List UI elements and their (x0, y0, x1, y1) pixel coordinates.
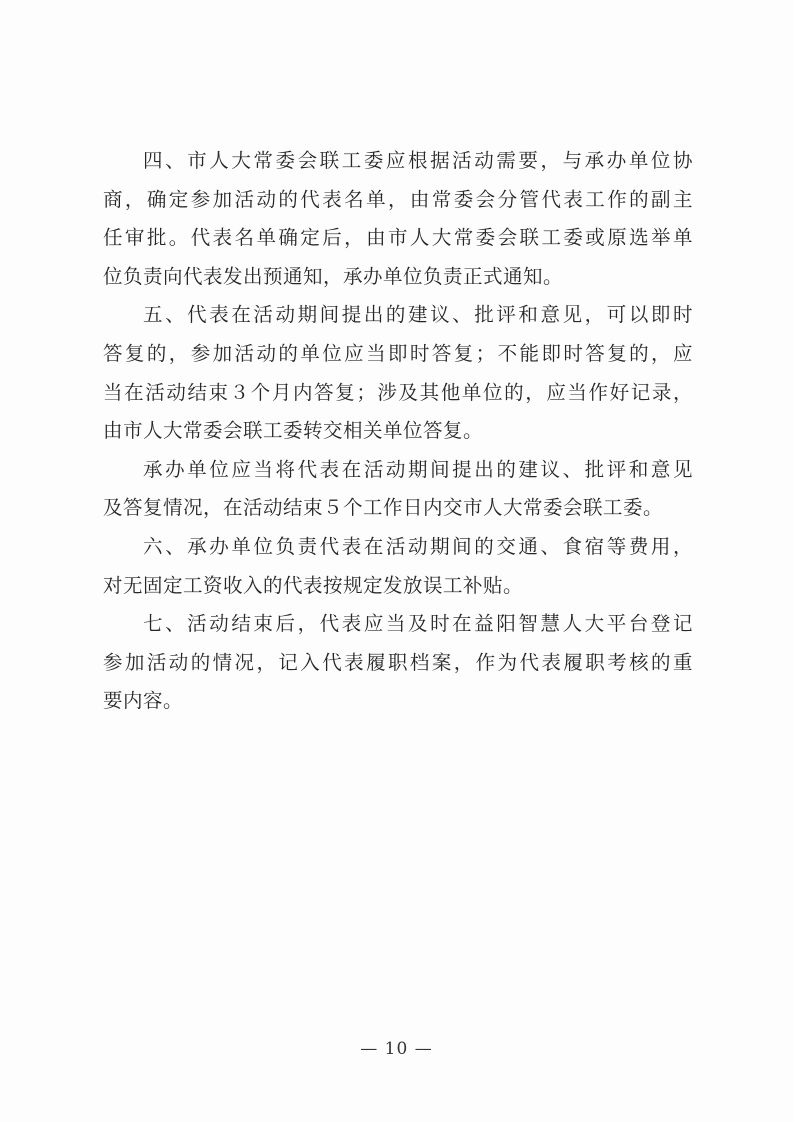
paragraph-item-7 (103, 605, 693, 721)
paragraph-line: 由市人大常委会联工委转交相关单位答复。 (103, 419, 484, 443)
paragraph-line: 参加活动的情况，记入代表履职档案，作为代表履职考核的重 (103, 650, 693, 674)
paragraph-line: 答复的，参加活动的单位应当即时答复；不能即时答复的，应 (103, 341, 693, 365)
paragraph-line: 位负责向代表发出预通知，承办单位负责正式通知。 (103, 264, 564, 288)
page-number: — 10 — (360, 1039, 433, 1059)
paragraph-line: 六、承办单位负责代表在活动期间的交通、食宿等费用， (143, 534, 693, 558)
paragraph-line: 商，确定参加活动的代表名单，由常委会分管代表工作的副主 (103, 187, 693, 211)
paragraph-item-4 (103, 142, 693, 296)
paragraph-line: 四、市人大常委会联工委应根据活动需要，与承办单位协 (143, 149, 693, 172)
paragraph-line: 对无固定工资收入的代表按规定发放误工补贴。 (103, 573, 524, 597)
paragraph-item-6 (103, 528, 693, 605)
paragraph-item-5-supplement (103, 451, 693, 528)
paragraph-item-5 (103, 296, 693, 450)
paragraph-line: 任审批。代表名单确定后，由市人大常委会联工委或原选举单 (103, 226, 693, 250)
paragraph-line: 当在活动结束３个月内答复；涉及其他单位的，应当作好记录， (103, 380, 693, 404)
paragraph-line: 及答复情况，在活动结束５个工作日内交市人大常委会联工委。 (103, 496, 664, 520)
paragraph-line: 要内容。 (103, 689, 184, 713)
paragraph-line: 承办单位应当将代表在活动期间提出的建议、批评和意见 (143, 457, 693, 481)
paragraph-line: 七、活动结束后，代表应当及时在益阳智慧人大平台登记 (143, 612, 693, 636)
document-body (103, 142, 693, 721)
paragraph-line: 五、代表在活动期间提出的建议、批评和意见，可以即时 (143, 303, 693, 327)
